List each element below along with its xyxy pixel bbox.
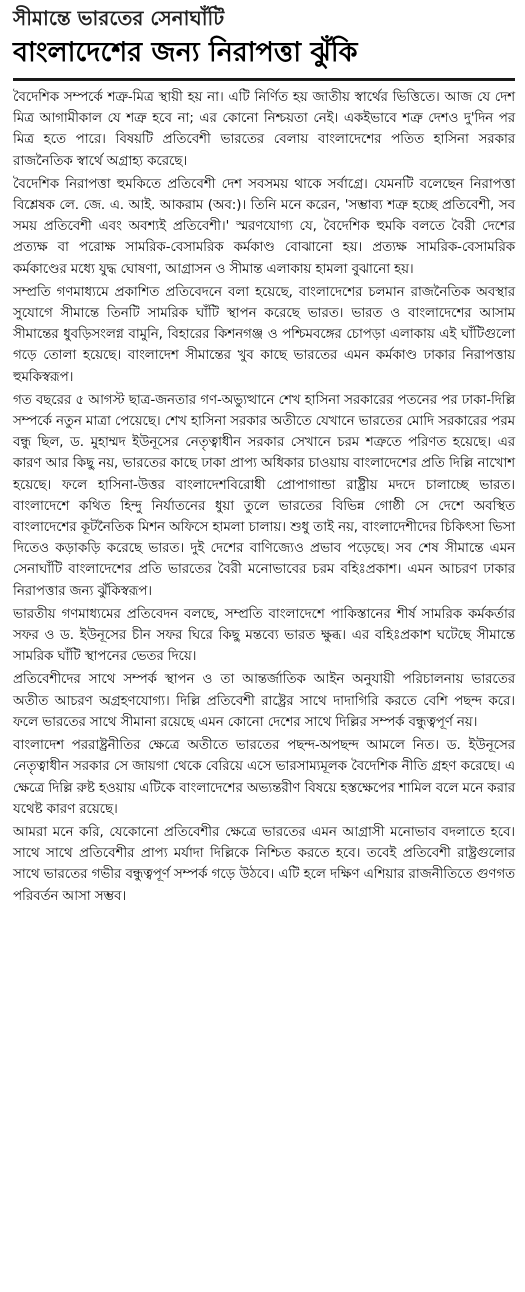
article-paragraph-6: প্রতিবেশীদের সাথে সম্পর্ক স্থাপন ও তা আন্তর্জাতিক আইন অনুযায়ী পরিচালনায় ভারতের অতীত আচরণ অগ্রহণযোগ্য। দিল্লি প্রতিবেশী রাষ্ট্রের সাথে দাদাগিরি করতে বেশি পছন্দ করে। ফলে ভারতের সাথে সীমানা রয়েছে এমন কোনো দেশের সাথে দিল্লির সম্পর্ক বন্ধুত্বপূর্ণ নয়। (13, 672, 515, 730)
article-paragraph-1: বৈদেশিক সম্পর্কে শত্রু-মিত্র স্থায়ী হয় না। এটি নির্ণিত হয় জাতীয় স্বার্থের ভিত্তিতে। আজ যে দেশ মিত্র আগামীকাল যে শত্রু হবে না; এর কোনো নিশ্চয়তা নেই। একইভাবে শত্রু দেশও দু'দিন পর মিত্র হতে পারে। বিষয়টি প্রতিবেশী ভারতের বেলায় বাংলাদেশের পতিত হাসিনা সরকার রাজনৈতিক স্বার্থে অগ্রাহ্য করেছে। (13, 90, 515, 169)
article-paragraph-8: আমরা মনে করি, যেকোনো প্রতিবেশীর ক্ষেত্রে ভারতের এমন আগ্রাসী মনোভাব বদলাতে হবে। সাথে সাথে প্রতিবেশীর প্রাপ্য মর্যাদা দিল্লিকে নিশ্চিত করতে হবে। তবেই প্রতিবেশী রাষ্ট্রগুলোর সাথে ভারতের গভীর বন্ধুত্বপূর্ণ সম্পর্ক গড়ে উঠবে। এটি হলে দক্ষিণ এশিয়ার রাজনীতিতে গুণগত পরিবর্তন আসা সম্ভব। (13, 824, 515, 904)
article-paragraph-2: বৈদেশিক নিরাপত্তা হুমকিতে প্রতিবেশী দেশ সবসময় থাকে সর্বাগ্রে। যেমনটি বলেছেন নিরাপত্তা বিশ্লেষক লে. জে. এ. আই. আকরাম (অব:)। তিনি মনে করেন, 'সম্ভাব্য শত্রু হচ্ছে প্রতিবেশী, সব সময় প্রতিবেশী এবং অবশ্যই প্রতিবেশী।' স্মরণযোগ্য যে, বৈদেশিক হুমকি বলতে বৈরী দেশের প্রত্যক্ষ বা পরোক্ষ সামরিক-বেসামরিক কর্মকাণ্ড বোঝানো হয়। প্রত্যক্ষ সামরিক-বেসামরিক কর্মকাণ্ডের মধ্যে যুদ্ধ ঘোষণা, আগ্রাসন ও সীমান্ত এলাকায় হামলা বুঝানো হয়। (13, 176, 515, 277)
article-headline: বাংলাদেশের জন্য নিরাপত্তা ঝুঁকি (13, 37, 358, 68)
headline-divider (13, 78, 515, 81)
article-paragraph-4: গত বছরের ৫ আগস্ট ছাত্র-জনতার গণ-অভ্যুত্থানে শেখ হাসিনা সরকারের পতনের পর ঢাকা-দিল্লি সম্পর্কে নতুন মাত্রা পেয়েছে। শেখ হাসিনা সরকার অতীতে যেখানে ভারতের মোদি সরকারের পরম বন্ধু ছিল, ড. মুহাম্মদ ইউনূসের নেতৃত্বাধীন সরকার সেখানে চরম শত্রুতে পরিণত হয়েছে। এর কারণ আর কিছু নয়, ভারতের কাছে ঢাকা প্রাপ্য অধিকার চাওয়ায় বাংলাদেশের প্রতি দিল্লি নাখোশ হয়েছে। ফলে হাসিনা-উত্তর বাংলাদেশবিরোধী প্রোপাগান্ডা রাষ্ট্রীয় মদদে চালাচ্ছে ভারত। বাংলাদেশে কথিত হিন্দু নির্যাতনের ধুয়া তুলে ভারতের বিভিন্ন গোষ্ঠী সে দেশে অবস্থিত বাংলাদেশের কূটনৈতিক মিশন অফিসে হামলা চালায়। শুধু তাই নয়, বাংলাদেশীদের চিকিৎসা ভিসা দিতেও কড়াকড়ি করেছে ভারত। দুই দেশের বাণিজ্যেও প্রভাব পড়েছে। সব শেষ সীমান্তে এমন সেনাঘাঁটি বাংলাদেশের প্রতি ভারতের বৈরী মনোভাবের চরম বহিঃপ্রকাশ। এমন আচরণ ঢাকার নিরাপত্তার জন্য ঝুঁকিস্বরূপ। (13, 392, 515, 599)
article-paragraph-5: ভারতীয় গণমাধ্যমের প্রতিবেদন বলছে, সম্প্রতি বাংলাদেশে পাকিস্তানের শীর্ষ সামরিক কর্মকর্তার সফর ও ড. ইউনূসের চীন সফর ঘিরে কিছু মন্তব্যে ভারত ক্ষুব্ধ। এর বহিঃপ্রকাশ ঘটেছে সীমান্তে সামরিক ঘাঁটি স্থাপনের ভেতর দিয়ে। (13, 606, 515, 665)
article-paragraph-3: সম্প্রতি গণমাধ্যমে প্রকাশিত প্রতিবেদনে বলা হয়েছে, বাংলাদেশের চলমান রাজনৈতিক অবস্থার সুযোগে সীমান্তে তিনটি সামরিক ঘাঁটি স্থাপন করেছে ভারত। ভারত ও বাংলাদেশের আসাম সীমান্তের ধুবড়িসংলগ্ন বামুনি, বিহারের কিশনগঞ্জ ও পশ্চিমবঙ্গের চোপড়া এলাকায় এই ঘাঁটিগুলো গড়ে তোলা হয়েছে। বাংলাদেশ সীমান্তের খুব কাছে ভারতের এমন কর্মকাণ্ড ঢাকার নিরাপত্তায় হুমকিস্বরূপ। (13, 284, 515, 385)
article-body (13, 87, 515, 907)
article-paragraph-7: বাংলাদেশ পররাষ্ট্রনীতির ক্ষেত্রে অতীতে ভারতের পছন্দ-অপছন্দ আমলে নিত। ড. ইউনূসের নেতৃত্বাধীন সরকার সে জায়গা থেকে বেরিয়ে এসে ভারসাম্যমূলক বৈদেশিক নীতি গ্রহণ করেছে। এ ক্ষেত্রে দিল্লি রুষ্ট হওয়ায় এটিকে বাংলাদেশের অভ্যন্তরীণ বিষয়ে হস্তক্ষেপের শামিল বলে মনে করার যথেষ্ট কারণ রয়েছে। (13, 738, 515, 817)
article-kicker: সীমান্তে ভারতের সেনাঘাঁটি (13, 6, 225, 30)
